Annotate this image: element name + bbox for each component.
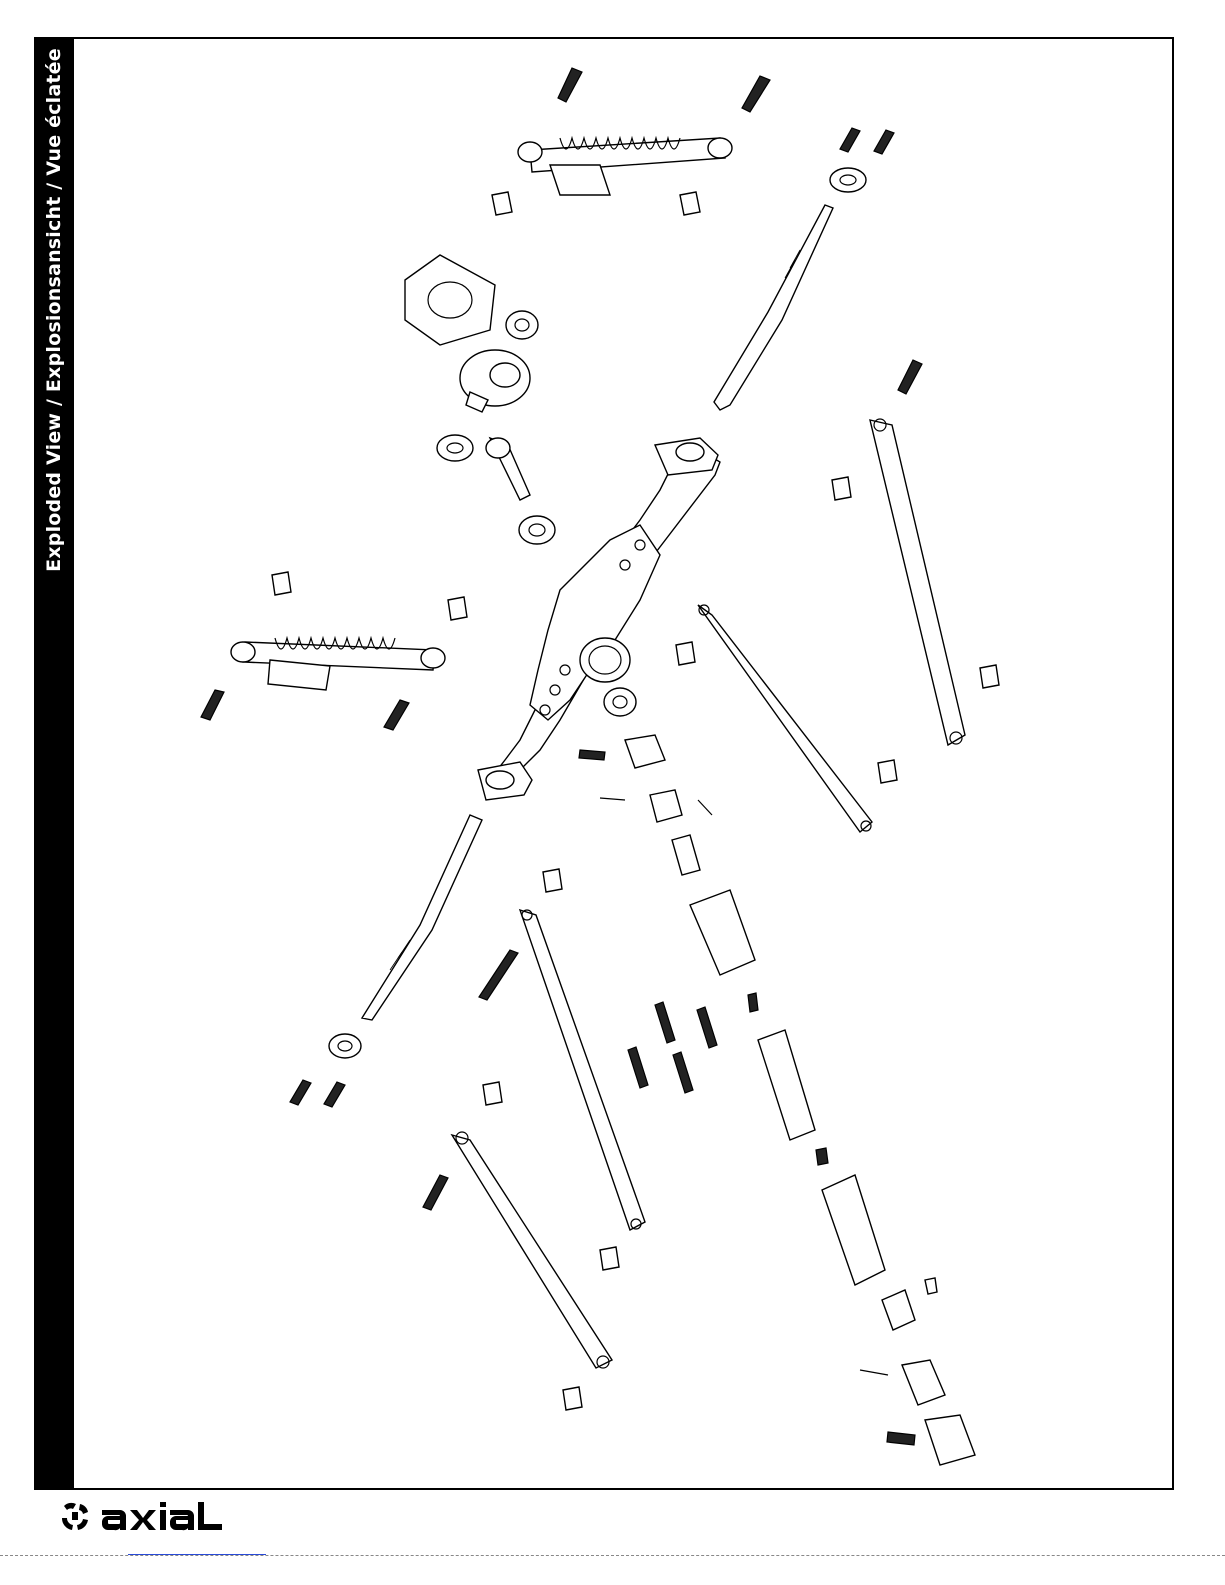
exploded-view-diagram xyxy=(76,39,1172,1488)
axial-logo xyxy=(58,1496,228,1536)
axial-wordmark xyxy=(102,1502,222,1530)
upper-right-link xyxy=(870,419,965,745)
footer-link-underline[interactable] xyxy=(128,1554,266,1555)
side-title: Exploded View / Explosionsansicht / Vue éclatée xyxy=(43,48,65,572)
axial-mark-icon xyxy=(62,1503,88,1530)
ring-gear xyxy=(460,350,530,412)
axle-housing xyxy=(478,438,720,800)
lower-axle-shaft xyxy=(362,815,482,1020)
diff-cover xyxy=(405,255,495,345)
middle-right-link xyxy=(698,605,872,832)
lower-left-link xyxy=(452,1132,612,1368)
pinion-gear xyxy=(486,438,530,500)
upper-shock xyxy=(518,138,732,195)
lower-shock xyxy=(231,638,445,690)
footer-rule xyxy=(0,1555,1225,1556)
driveshaft-assembly xyxy=(600,735,975,1465)
middle-left-link xyxy=(520,910,645,1230)
upper-axle-shaft xyxy=(714,205,833,410)
